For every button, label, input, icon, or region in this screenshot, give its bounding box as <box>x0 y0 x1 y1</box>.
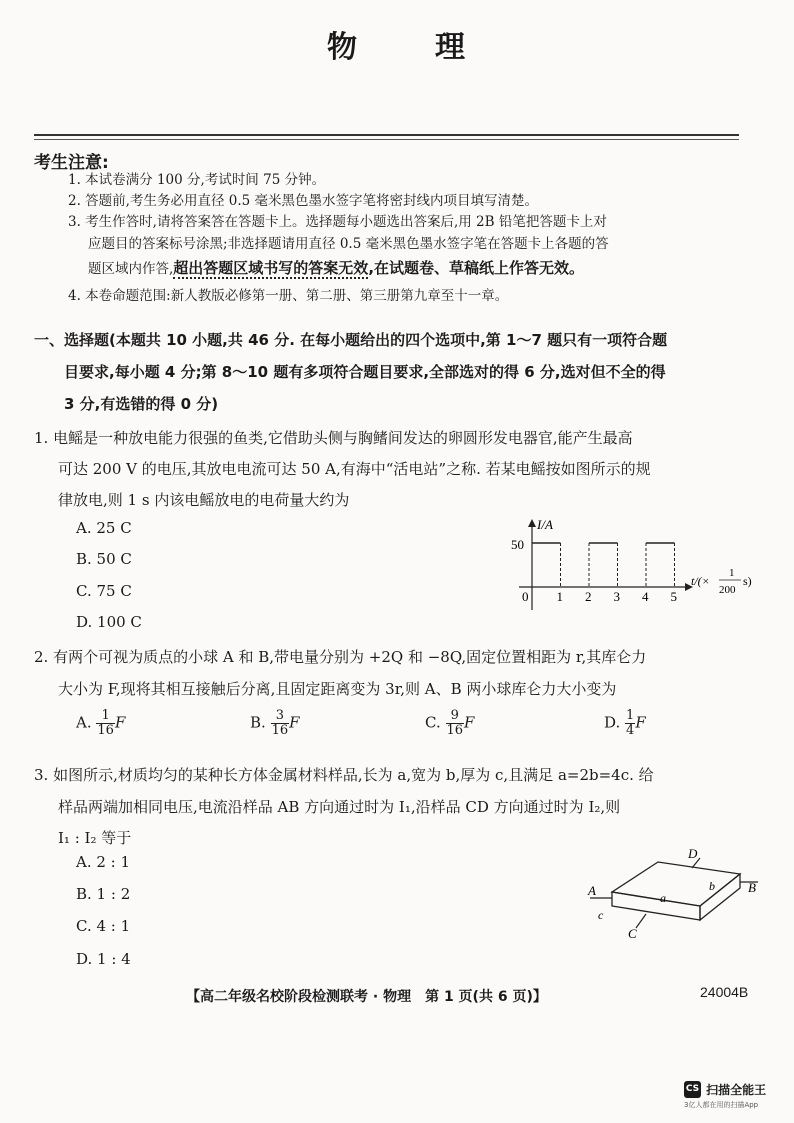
q3-option-b: B. 1 : 2 <box>76 885 131 903</box>
y-axis-arrow <box>528 519 536 527</box>
x-axis-label-frac-den: 200 <box>719 584 736 596</box>
q3-option-a: A. 2 : 1 <box>76 853 131 871</box>
paper-code: 24004B <box>700 984 749 1000</box>
label-B: B <box>748 880 756 895</box>
lead-C <box>636 914 646 928</box>
q2-option-b-unit: F <box>289 713 300 732</box>
q2-option-c <box>425 709 474 738</box>
x-axis-label-prefix: t/(× <box>691 574 710 588</box>
q2-option-b-label: B. <box>250 713 266 732</box>
label-D: D <box>688 846 698 861</box>
q2-stem-line2: 大小为 F,现将其相互接触后分离,且固定距离变为 3r,则 A、B 两小球库仑力大小变为 <box>58 680 617 698</box>
watermark-sub: 3亿人都在用的扫描App <box>684 1101 759 1109</box>
slab-top-face <box>612 862 740 906</box>
page-footer: 【高二年级名校阶段检测联考 · 物理 第 1 页(共 6 页)】 <box>186 989 547 1005</box>
title-left: 物 <box>327 30 359 65</box>
y-axis-label: I/A <box>537 517 553 532</box>
metal-slab-figure <box>580 840 770 945</box>
denominator: 16 <box>446 723 464 738</box>
divider <box>34 139 739 140</box>
q2-option-a-unit: F <box>114 713 126 732</box>
q1-stem-line3: 律放电,则 1 s 内该电鳐放电的电荷量大约为 <box>58 491 350 509</box>
q2-option-d-fraction <box>625 709 635 738</box>
notice-item-3-tail: 题区域内作答, <box>88 261 174 277</box>
notice-item-4: 4. 本卷命题范围:新人教版必修第一册、第二册、第三册第九章至十一章。 <box>68 288 509 304</box>
x-tick-label-0: 0 <box>522 589 529 604</box>
pulse-layer <box>532 543 675 587</box>
q2-option-a-fraction <box>96 709 115 738</box>
x-tick-label-3: 3 <box>613 589 620 604</box>
q3-stem-line2: 样品两端加相同电压,电流沿样品 AB 方向通过时为 I₁,沿样品 CD 方向通过时为 I₂,则 <box>58 798 621 816</box>
q1-option-c: C. 75 C <box>76 582 132 600</box>
x-axis-label-frac-num: 1 <box>729 567 735 579</box>
slab-front-face <box>612 892 700 920</box>
q3-stem-line1: 3. 如图所示,材质均匀的某种长方体金属材料样品,长为 a,宽为 b,厚为 c,且满足 a=2b=4c. 给 <box>34 766 654 784</box>
page-title <box>0 22 794 66</box>
denominator: 4 <box>626 723 635 738</box>
section-heading: 一、选择题(本题共 10 小题,共 46 分. 在每小题给出的四个选项中,第 1～7 题只有一项符合题 <box>34 331 668 349</box>
label-c: c <box>598 908 604 922</box>
q2-option-c-label: C. <box>425 713 441 732</box>
q3-option-d: D. 1 : 4 <box>76 950 131 968</box>
x-axis-label-suffix: s) <box>743 574 752 588</box>
q2-option-d <box>604 709 646 738</box>
numerator: 1 <box>626 708 635 723</box>
q3-option-c: C. 4 : 1 <box>76 917 131 935</box>
q2-option-a <box>76 709 125 738</box>
q1-option-b: B. 50 C <box>76 550 132 568</box>
q2-option-d-label: D. <box>604 713 621 732</box>
label-b: b <box>709 879 715 893</box>
q3-stem-line3: I₁ : I₂ 等于 <box>58 829 132 847</box>
x-tick-label-4: 4 <box>642 589 649 604</box>
numerator: 1 <box>96 709 115 724</box>
q1-option-a: A. 25 C <box>76 519 132 537</box>
title-right: 理 <box>435 30 467 65</box>
q2-option-a-label: A. <box>76 713 92 732</box>
notice-item-3: 3. 考生作答时,请将答案答在答题卡上。选择题每小题选出答案后,用 2B 铅笔把答题卡上对 <box>68 214 607 230</box>
notice-heading: 考生注意: <box>34 153 109 173</box>
numerator: 3 <box>271 709 290 724</box>
notice-item-3-cont: 应题目的答案标号涂黑;非选择题请用直径 0.5 毫米黑色墨水签字笔在答题卡上各题的答 <box>88 236 609 252</box>
section-heading-line3: 3 分,有选错的得 0 分) <box>64 395 219 413</box>
q2-option-d-unit: F <box>635 713 646 732</box>
q1-option-d: D. 100 C <box>76 613 142 631</box>
notice-emphasis-2: ,在试题卷、草稿纸上作答无效。 <box>368 259 585 277</box>
current-time-chart <box>505 515 775 625</box>
q2-option-b <box>250 709 300 738</box>
q1-stem-line2: 可达 200 V 的电压,其放电电流可达 50 A,有海中“活电站”之称. 若某电鳐按如图所示的规 <box>58 460 651 478</box>
q1-stem-line1: 1. 电鳐是一种放电能力很强的鱼类,它借助头侧与胸鳍间发达的卵圆形发电器官,能产生最高 <box>34 429 633 447</box>
watermark-name: 扫描全能王 <box>706 1083 767 1097</box>
q2-option-c-unit: F <box>464 713 475 732</box>
scanner-watermark <box>684 1079 788 1110</box>
notice-item-1: 1. 本试卷满分 100 分,考试时间 75 分钟。 <box>68 172 326 188</box>
cs-logo-icon: CS <box>684 1081 701 1098</box>
denominator: 16 <box>97 723 114 738</box>
q2-option-c-fraction <box>446 709 465 738</box>
q2-stem-line1: 2. 有两个可视为质点的小球 A 和 B,带电量分别为 +2Q 和 −8Q,固定位置相距为 r,其库仑力 <box>34 648 647 666</box>
slab-side-face <box>700 874 740 920</box>
divider <box>34 134 739 136</box>
label-C: C <box>628 926 637 941</box>
numerator: 9 <box>446 709 465 724</box>
x-tick-label-5: 5 <box>670 589 677 604</box>
x-tick-label-2: 2 <box>585 589 592 604</box>
x-tick-label-1: 1 <box>556 589 563 604</box>
label-A: A <box>588 883 596 898</box>
section-heading-line2: 目要求,每小题 4 分;第 8～10 题有多项符合题目要求,全部选对的得 6 分,选对但不全的得 <box>64 363 666 381</box>
q2-option-b-fraction <box>271 709 290 738</box>
y-tick-label: 50 <box>511 537 524 552</box>
label-a: a <box>660 891 666 905</box>
denominator: 16 <box>271 723 289 738</box>
notice-item-3-end <box>88 258 584 279</box>
notice-emphasis-1: 超出答题区域书写的答案无效 <box>173 259 369 277</box>
notice-item-2: 2. 答题前,考生务必用直径 0.5 毫米黑色墨水签字笔将密封线内项目填写清楚。 <box>68 193 539 209</box>
